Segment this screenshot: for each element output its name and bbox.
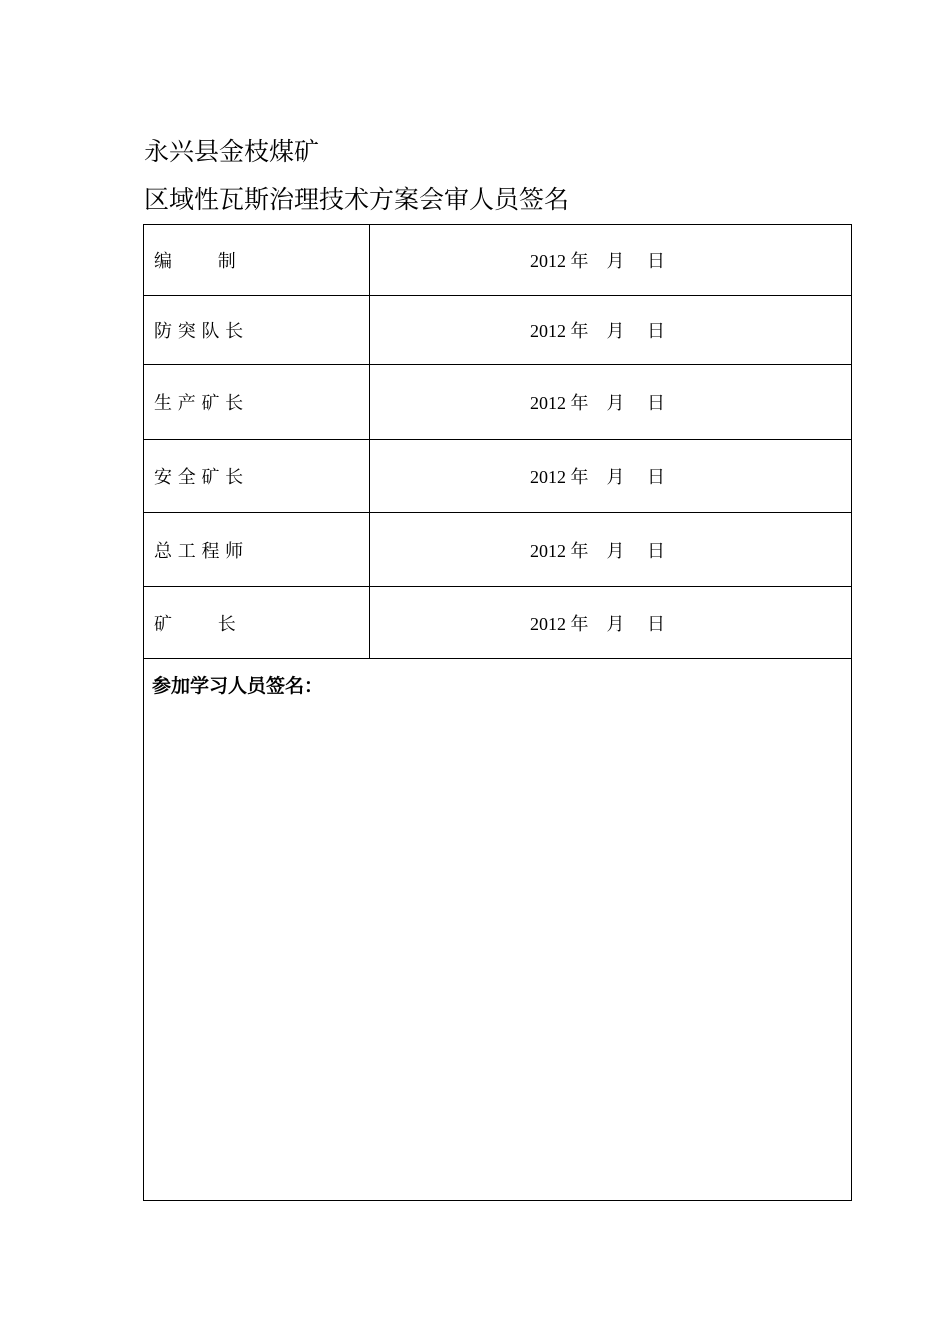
table-row [144,365,852,440]
date-label: 2012 年 月 日 [530,393,665,413]
date-label: 2012 年 月 日 [530,251,665,271]
date-label: 2012 年 月 日 [530,613,665,634]
attendance-signature-area[interactable] [144,659,852,1201]
date-label: 2012 年 月 日 [530,467,665,487]
document-title: 区域性瓦斯治理技术方案会审人员签名 [144,185,570,214]
role-cell [144,587,370,659]
table-row [144,225,852,296]
date-label: 2012 年 月 日 [530,540,665,561]
attendance-label: 参加学习人员签名： [152,675,324,697]
role-cell [144,513,370,587]
table-row [144,296,852,365]
mine-name: 永兴县金枝煤矿 [144,137,320,166]
role-label: 生 产 矿 长 [154,393,244,414]
role-label: 防 突 队 长 [154,321,244,342]
date-cell[interactable] [370,513,852,587]
table-row [144,440,852,513]
date-cell[interactable] [370,225,852,296]
role-cell [144,440,370,513]
role-label: 安 全 矿 长 [154,467,244,488]
date-label: 2012 年 月 日 [530,321,665,341]
date-cell[interactable] [370,587,852,659]
signature-table [143,224,852,1201]
role-cell [144,225,370,296]
attendance-row [144,659,852,1201]
role-label: 总 工 程 师 [154,540,244,562]
role-cell [144,365,370,440]
table-row [144,513,852,587]
date-cell[interactable] [370,440,852,513]
date-cell[interactable] [370,365,852,440]
table-row [144,587,852,659]
role-label: 编 制 [154,251,236,272]
role-cell [144,296,370,365]
date-cell[interactable] [370,296,852,365]
role-label: 矿 长 [154,613,236,635]
